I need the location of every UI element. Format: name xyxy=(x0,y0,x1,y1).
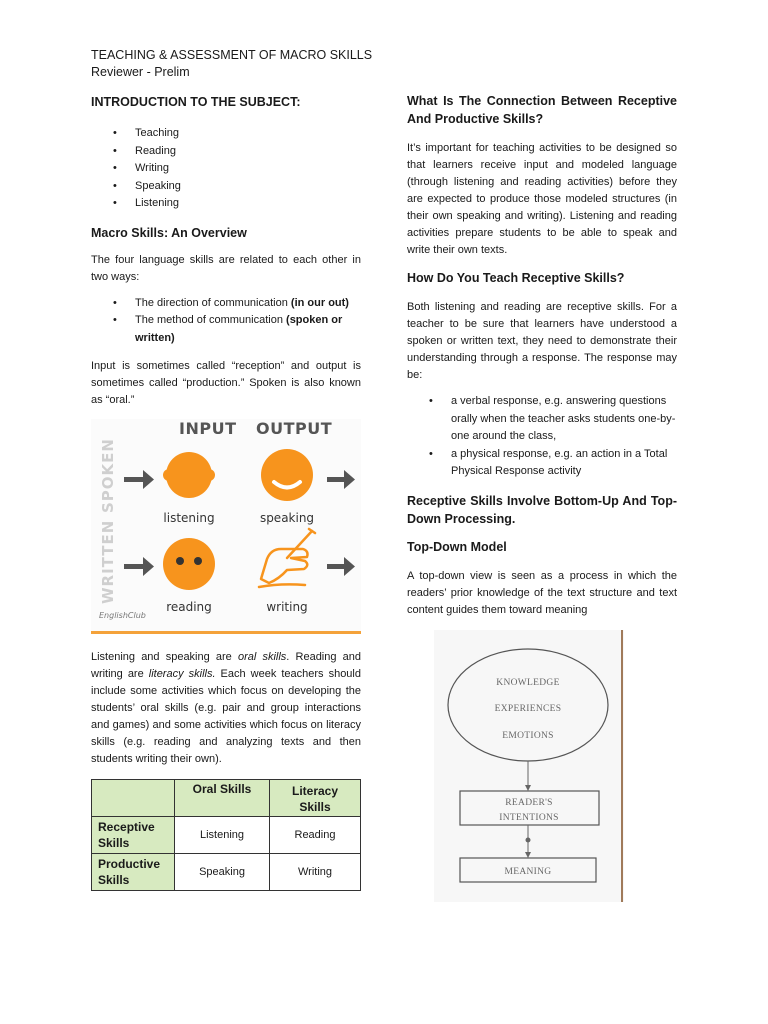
document-header xyxy=(91,47,372,81)
way-emphasis: (in our out) xyxy=(290,296,349,309)
literacy-skills-emphasis: literacy skills. xyxy=(148,668,216,680)
skills-table xyxy=(91,779,361,891)
spoken-label: SPOKEN xyxy=(99,438,117,513)
macro-skills-graphic xyxy=(91,419,361,634)
response-list xyxy=(407,393,677,481)
englishclub-logo: EnglishClub xyxy=(99,611,146,620)
connection-paragraph: It’s important for teaching activities to be designed so that learners receive input and modeled language (through listening and reading activities) before they are expected to produce those modeled structures (in their own speaking and writing). Listening and reading activities prepare students to be able to speak and write their own texts. xyxy=(407,142,677,256)
right-column xyxy=(407,92,677,619)
table-row-header: Receptive Skills xyxy=(92,817,175,854)
document-title: TEACHING & ASSESSMENT OF MACRO SKILLS xyxy=(91,48,373,62)
oral-skills-emphasis: oral skills xyxy=(237,651,287,663)
input-heading: INPUT xyxy=(179,419,237,438)
teach-receptive-paragraph: Both listening and reading are receptive skills. For a teacher to be sure that learners have understood a spoken or written text, they need to demonstrate their understanding through a response. The response may be: xyxy=(407,301,677,381)
oral-literacy-paragraph xyxy=(91,649,361,768)
way-text: The method of communication xyxy=(135,314,287,326)
table-cell: Speaking xyxy=(175,854,270,891)
table-corner-cell xyxy=(92,780,175,817)
listening-label: listening xyxy=(163,511,215,525)
way-text: The direction of communication xyxy=(135,296,291,309)
table-row-header: Productive Skills xyxy=(92,854,175,891)
arrow-icon xyxy=(124,470,154,489)
top-down-paragraph: A top-down view is seen as a process in which the readers’ prior knowledge of the text structure and text content guides them toward meaning xyxy=(407,569,677,616)
arrow-icon xyxy=(124,557,154,576)
oral-text-2: . Reading and writing are xyxy=(91,651,361,680)
table-row xyxy=(92,780,361,817)
table-row xyxy=(92,817,361,854)
list-item xyxy=(91,312,361,347)
oral-text-3: Each week teachers should include some activities which focus on developing the students’ oral skills (e.g. pair and group interactions and games) and some activities which focus on literacy skills (e.g. reading and analyzing texts and then students writing their own). xyxy=(91,668,361,765)
writing-hand-icon xyxy=(259,529,315,587)
list-item: • Reading xyxy=(91,143,361,161)
speaking-mouth-icon xyxy=(261,449,313,501)
left-column xyxy=(91,92,361,891)
connection-heading: What Is The Connection Between Receptive And Productive Skills? xyxy=(407,94,677,126)
way-emphasis: (spoken or written) xyxy=(135,314,343,344)
ellipse-line-1: KNOWLEDGE xyxy=(496,678,560,688)
list-item: • Writing xyxy=(91,160,361,178)
arrow-icon xyxy=(327,557,355,576)
overview-heading: Macro Skills: An Overview xyxy=(91,225,247,240)
table-header-literacy: Literacy Skills xyxy=(270,780,361,817)
speaking-label: speaking xyxy=(259,511,315,525)
ellipse-line-2: EXPERIENCES xyxy=(494,704,562,714)
top-down-heading: Top-Down Model xyxy=(407,539,507,554)
bottom-up-heading: Receptive Skills Involve Bottom-Up And Top-Down Processing. xyxy=(407,493,677,526)
list-item: • a verbal response, e.g. answering questions orally when the teacher asks students one-by-one around the class, xyxy=(407,393,677,446)
table-row xyxy=(92,854,361,891)
list-item: • Teaching xyxy=(91,125,361,143)
box2-label: MEANING xyxy=(504,867,552,877)
table-cell: Writing xyxy=(270,854,361,891)
list-item: • Speaking xyxy=(91,178,361,196)
topic-list xyxy=(91,125,361,213)
ellipse-line-3: EMOTIONS xyxy=(502,731,554,741)
table-cell: Listening xyxy=(175,817,270,854)
list-item: • Listening xyxy=(91,195,361,213)
output-heading: OUTPUT xyxy=(256,419,333,438)
box1-line-1: READER'S xyxy=(505,798,553,808)
arrow-icon xyxy=(327,470,355,489)
table-header-oral: Oral Skills xyxy=(175,780,270,817)
ways-list xyxy=(91,295,361,348)
box1-line-2: INTENTIONS xyxy=(499,813,559,823)
written-label: WRITTEN xyxy=(99,519,117,604)
top-down-diagram xyxy=(434,630,624,902)
listening-ear-icon xyxy=(163,452,215,498)
list-item xyxy=(91,295,361,313)
input-output-paragraph: Input is sometimes called “reception” and output is sometimes called “production.” Spoken is also known as “oral.” xyxy=(91,360,361,406)
four-skills-paragraph: The four language skills are related to each other in two ways: xyxy=(91,253,361,283)
reading-label: reading xyxy=(166,600,212,614)
intro-heading: INTRODUCTION TO THE SUBJECT: xyxy=(91,95,301,109)
document-subtitle: Reviewer - Prelim xyxy=(91,65,190,79)
writing-label: writing xyxy=(266,600,308,614)
teach-receptive-heading: How Do You Teach Receptive Skills? xyxy=(407,271,625,285)
list-item: • a physical response, e.g. an action in a Total Physical Response activity xyxy=(407,446,677,481)
oral-text-1: Listening and speaking are xyxy=(91,651,238,663)
reading-eyes-icon xyxy=(163,538,215,590)
table-cell: Reading xyxy=(270,817,361,854)
